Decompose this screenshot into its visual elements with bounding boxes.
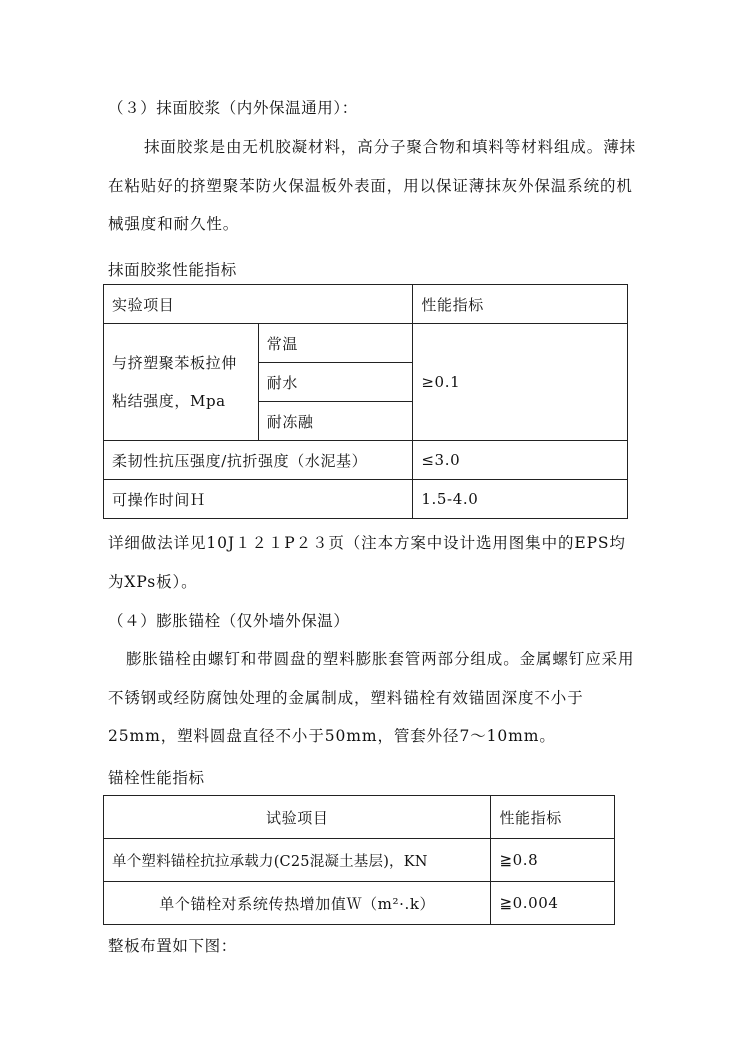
header-performance: 性能指标 [413,285,628,324]
header-performance: 性能指标 [491,796,615,839]
header-test-item: 试验项目 [104,796,491,839]
tensile-capacity-value: ≧0.8 [491,839,615,882]
condition-cell: 耐冻融 [258,402,413,441]
section3-note: 详细做法详见10J１２１P２３页（注本方案中设计选用图集中的EPS均为XPs板）。 [108,534,626,591]
section4-heading: （４）膨胀锚栓（仅外墙外保温） [108,612,350,630]
mortar-performance-table [103,284,628,519]
header-test-item: 实验项目 [104,285,413,324]
table-row [104,882,615,925]
heat-transfer-value: ≧0.004 [491,882,615,925]
flexibility-value: ≤3.0 [413,441,628,480]
table-row [104,324,628,363]
table-header-row [104,796,615,839]
table-row [104,839,615,882]
section4-paragraph: 膨胀锚栓由螺钉和带圆盘的塑料膨胀套管两部分组成。金属螺钉应采用不锈钢或经防腐蚀处理的金属制成，塑料锚栓有效锚固深度不小于25mm，塑料圆盘直径不小于50mm，管套外径7～10mm。 [108,650,635,745]
bond-strength-value: ≥0.1 [413,324,628,441]
operable-time-item: 可操作时间Ｈ [104,480,413,519]
condition-cell: 耐水 [258,363,413,402]
bond-strength-item: 与挤塑聚苯板拉伸粘结强度，Mpa [104,324,259,441]
table-row [104,480,628,519]
operable-time-value: 1.5-4.0 [413,480,628,519]
section3-heading: （３）抹面胶浆（内外保温通用）： [108,99,358,117]
tensile-capacity-item: 单个塑料锚栓抗拉承载力(C25混凝土基层)，KN [104,839,491,882]
table-row [104,441,628,480]
anchor-performance-table [103,795,615,925]
flexibility-item: 柔韧性抗压强度/抗折强度（水泥基） [104,441,413,480]
heat-transfer-item: 单个锚栓对系统传热增加值Ｗ（m²·.k） [104,882,491,925]
section3-paragraph: 抹面胶浆是由无机胶凝材料，高分子聚合物和填料等材料组成。薄抹在粘贴好的挤塑聚苯防火保温板外表面，用以保证薄抹灰外保温系统的机械强度和耐久性。 [108,138,637,233]
table1-caption: 抹面胶浆性能指标 [108,261,237,279]
closing-text: 整板布置如下图： [108,937,237,955]
condition-cell: 常温 [258,324,413,363]
table-header-row [104,285,628,324]
table2-caption: 锚栓性能指标 [108,769,205,787]
